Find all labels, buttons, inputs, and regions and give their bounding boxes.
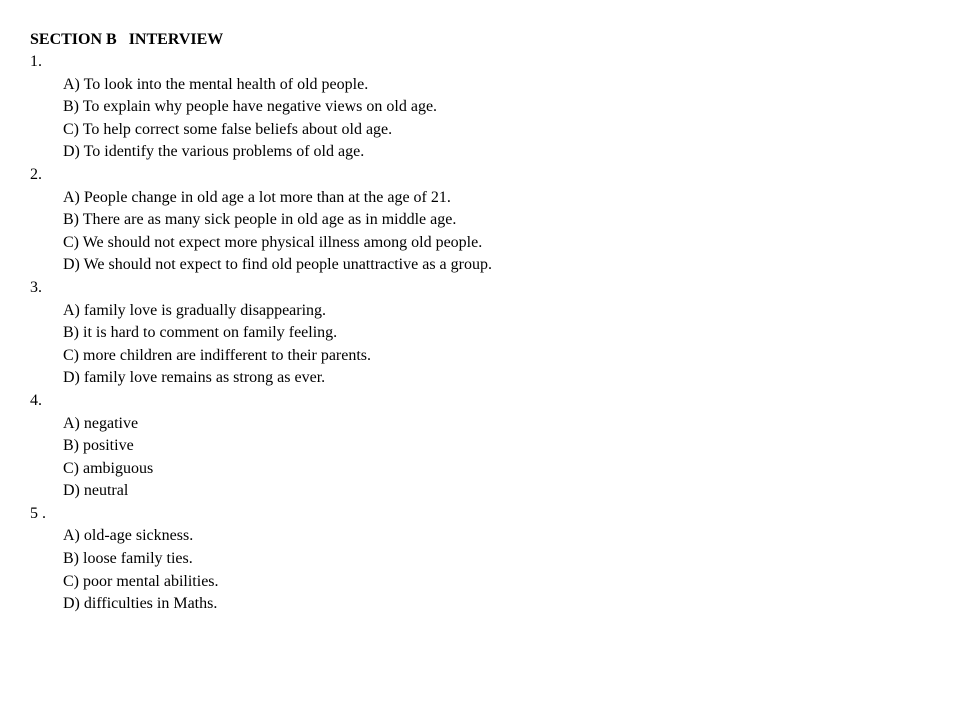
option-a: A) People change in old age a lot more than at the age of 21. (63, 188, 451, 206)
question-1 (30, 51, 930, 164)
option-b: B) it is hard to comment on family feeling. (63, 324, 338, 342)
option-c: C) poor mental abilities. (63, 572, 219, 590)
option-b: B) To explain why people have negative views on old age. (63, 98, 438, 116)
option-c: C) We should not expect more physical illness among old people. (63, 233, 483, 251)
question-5 (30, 503, 930, 616)
section-title: SECTION B INTERVIEW (30, 31, 224, 48)
option-b: B) There are as many sick people in old age as in middle age. (63, 211, 457, 229)
question-number: 1. (30, 53, 42, 70)
option-d: D) To identify the various problems of old age. (63, 143, 365, 161)
question-number: 5 . (30, 504, 46, 522)
option-a: A) To look into the mental health of old people. (63, 75, 369, 93)
option-a: A) old-age sickness. (63, 527, 194, 545)
option-c: C) To help correct some false beliefs about old age. (63, 120, 393, 138)
option-c: C) ambiguous (63, 459, 154, 477)
option-d: D) family love remains as strong as ever. (63, 369, 326, 387)
option-d: D) difficulties in Maths. (63, 595, 218, 613)
question-number: 2. (30, 165, 42, 183)
question-list (30, 51, 930, 616)
question-2 (30, 164, 930, 277)
question-number: 4. (30, 391, 42, 409)
option-d: D) neutral (63, 482, 129, 500)
option-a: A) family love is gradually disappearing. (63, 301, 327, 319)
question-4 (30, 390, 930, 503)
option-b: B) positive (63, 437, 134, 455)
option-a: A) negative (63, 414, 139, 432)
option-c: C) more children are indifferent to their parents. (63, 346, 372, 364)
question-number: 3. (30, 278, 42, 296)
option-b: B) loose family ties. (63, 550, 193, 568)
question-3 (30, 277, 930, 390)
option-d: D) We should not expect to find old people unattractive as a group. (63, 256, 492, 274)
